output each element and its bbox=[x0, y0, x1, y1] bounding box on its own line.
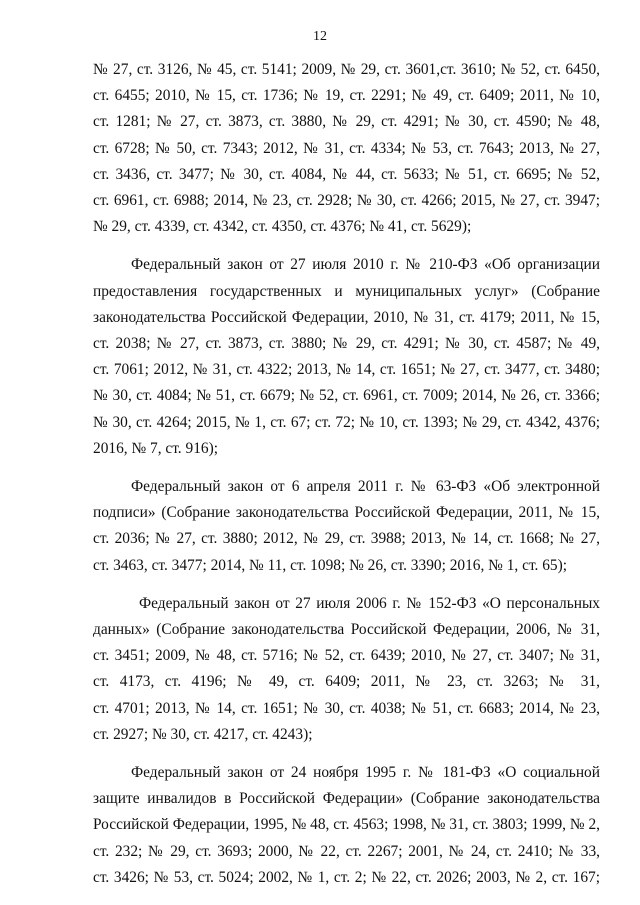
paragraph-law-63 bbox=[93, 474, 600, 579]
text-line: ст. 3451; 2009, № 48, ст. 5716; № 52, ст. 6439; 2010, № 27, ст. 3407; № 31, bbox=[93, 647, 600, 665]
text-line: данных» (Собрание законодательства Российской Федерации, 2006, № 31, bbox=[93, 621, 600, 639]
text-line: Федеральный закон от 6 апреля 2011 г. № 63-ФЗ «Об электронной bbox=[131, 478, 600, 496]
text-line: Федеральный закон от 24 ноября 1995 г. № 181-ФЗ «О социальной bbox=[131, 764, 600, 782]
text-line: подписи» (Собрание законодательства Российской Федерации, 2011, № 15, bbox=[93, 504, 600, 522]
text-line: ст. 2927; № 30, ст. 4217, ст. 4243); bbox=[93, 725, 313, 743]
paragraph-law-210 bbox=[93, 252, 600, 462]
paragraph-continuation bbox=[93, 57, 600, 240]
text-line: Российской Федерации, 1995, № 48, ст. 4563; 1998, № 31, ст. 3803; 1999, № 2, bbox=[93, 816, 600, 834]
text-line: ст. 1281; № 27, ст. 3873, ст. 3880, № 29, ст. 4291; № 30, ст. 4590; № 48, bbox=[93, 113, 600, 131]
text-line: ст. 2036; № 27, ст. 3880; 2012, № 29, ст. 3988; 2013, № 14, ст. 1668; № 27, bbox=[93, 530, 600, 548]
text-line: ст. 6455; 2010, № 15, ст. 1736; № 19, ст. 2291; № 49, ст. 6409; 2011, № 10, bbox=[93, 87, 600, 105]
text-line: ст. 4173, ст. 4196; № 49, ст. 6409; 2011, № 23, ст. 3263; № 31, bbox=[93, 673, 600, 691]
text-line: законодательства Российской Федерации, 2010, № 31, ст. 4179; 2011, № 15, bbox=[93, 308, 600, 326]
text-line: № 30, ст. 4084; № 51, ст. 6679; № 52, ст. 6961, ст. 7009; 2014, № 26, ст. 3366; bbox=[93, 387, 600, 405]
text-line: ст. 6728; № 50, ст. 7343; 2012, № 31, ст. 4334; № 53, ст. 7643; 2013, № 27, bbox=[93, 139, 600, 157]
paragraph-law-152 bbox=[93, 591, 600, 748]
paragraph-law-181 bbox=[93, 760, 600, 891]
text-line: ст. 3426; № 53, ст. 5024; 2002, № 1, ст. 2; № 22, ст. 2026; 2003, № 2, ст. 167; bbox=[93, 868, 600, 886]
text-line: 2016, № 7, ст. 916); bbox=[93, 439, 218, 457]
text-line: ст. 232; № 29, ст. 3693; 2000, № 22, ст. 2267; 2001, № 24, ст. 2410; № 33, bbox=[93, 842, 600, 860]
document-body bbox=[93, 57, 600, 891]
text-line: ст. 3436, ст. 3477; № 30, ст. 4084, № 44, ст. 5633; № 51, ст. 6695; № 52, bbox=[93, 165, 600, 183]
page-number: 12 bbox=[313, 29, 327, 44]
text-line: ст. 6961, ст. 6988; 2014, № 23, ст. 2928; № 30, ст. 4266; 2015, № 27, ст. 3947; bbox=[93, 192, 600, 210]
text-line: Федеральный закон от 27 июля 2010 г. № 210-ФЗ «Об организации bbox=[131, 256, 600, 274]
text-line: защите инвалидов в Российской Федерации» (Собрание законодательства bbox=[93, 790, 600, 808]
text-line: ст. 7061; 2012, № 31, ст. 4322; 2013, № 14, ст. 1651; № 27, ст. 3477, ст. 3480; bbox=[93, 361, 600, 379]
text-line: ст. 4701; 2013, № 14, ст. 1651; № 30, ст. 4038; № 51, ст. 6683; 2014, № 23, bbox=[93, 699, 600, 717]
text-line: № 30, ст. 4264; 2015, № 1, ст. 67; ст. 72; № 10, ст. 1393; № 29, ст. 4342, 4376; bbox=[93, 413, 600, 431]
text-line: № 27, ст. 3126, № 45, ст. 5141; 2009, № 29, ст. 3601,ст. 3610; № 52, ст. 6450, bbox=[93, 61, 600, 78]
text-line: предоставления государственных и муниципальных услуг» (Собрание bbox=[93, 282, 600, 300]
text-line: № 29, ст. 4339, ст. 4342, ст. 4350, ст. 4376; № 41, ст. 5629); bbox=[93, 218, 472, 236]
text-line: ст. 3463, ст. 3477; 2014, № 11, ст. 1098; № 26, ст. 3390; 2016, № 1, ст. 65); bbox=[93, 556, 567, 574]
text-line: Федеральный закон от 27 июля 2006 г. № 152-ФЗ «О персональных bbox=[139, 594, 600, 612]
text-line: ст. 2038; № 27, ст. 3873, ст. 3880; № 29, ст. 4291; № 30, ст. 4587; № 49, bbox=[93, 335, 600, 353]
